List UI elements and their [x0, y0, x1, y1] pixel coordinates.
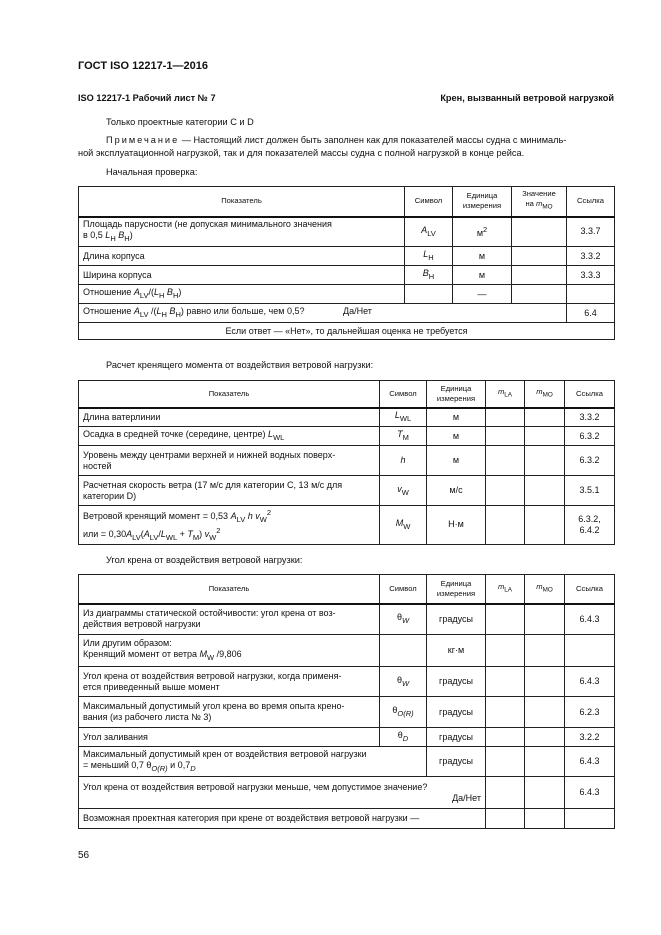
row-ref: 3.3.2 [565, 408, 615, 427]
row-mla[interactable] [486, 728, 525, 747]
row-mmo[interactable] [525, 446, 565, 476]
row-mmo[interactable] [525, 777, 565, 809]
row-unit: градусы [427, 667, 486, 697]
row-label: Ветровой кренящий момент = 0,53 $A_{LV}$ h $v_W^2$ или = $0,30A_{LV}(A_{LV}/L_{WL} + T_M)$ $v_W^2$ [79, 506, 380, 545]
row-symbol: $\theta_D$ [380, 728, 427, 747]
row-symbol: $M_W$ [380, 506, 427, 545]
row-value[interactable] [512, 285, 567, 304]
row-symbol: $\theta_W$ [380, 667, 427, 697]
table-footer-row [79, 323, 615, 340]
row-unit: Н·м [427, 506, 486, 545]
table-row [79, 427, 615, 446]
row-value[interactable] [512, 217, 567, 247]
row-label: Расчетная скорость ветра (17 м/с для категории C, 13 м/с для категории D) [79, 476, 380, 506]
row-ref [565, 635, 615, 667]
table-row [79, 506, 615, 545]
row-value[interactable] [512, 247, 567, 266]
col-header: $m_{LA}$ [486, 575, 525, 604]
row-ref: 6.4.3 [565, 667, 615, 697]
row-symbol [405, 285, 453, 304]
row-mla[interactable] [486, 809, 525, 829]
col-header: Показатель [79, 575, 380, 604]
col-header: Символ [380, 381, 427, 408]
doc-title: ГОСТ ISO 12217-1—2016 [78, 60, 208, 72]
table-row [79, 476, 615, 506]
row-unit: градусы [427, 728, 486, 747]
row-label: Площадь парусности (не допуская минимального значения в 0,5 $L_H$ $B_H$) [79, 217, 405, 247]
row-label: Угол крена от воздействия ветровой нагрузки, когда применя- ется приведенный выше момент [79, 667, 380, 697]
row-symbol [380, 635, 427, 667]
row-mmo[interactable] [525, 697, 565, 728]
sheet-title: Крен, вызванный ветровой нагрузкой [440, 93, 614, 103]
row-symbol: $L_{WL}$ [380, 408, 427, 427]
row-mla[interactable] [486, 697, 525, 728]
row-mmo[interactable] [525, 635, 565, 667]
row-ref: 6.3.2, 6.4.2 [565, 506, 615, 545]
row-unit: м [427, 446, 486, 476]
row-mla[interactable] [486, 476, 525, 506]
row-ref: 6.4.3 [565, 777, 615, 809]
row-mla[interactable] [486, 777, 525, 809]
row-ref [567, 285, 615, 304]
row-mla[interactable] [486, 446, 525, 476]
row-ref: 3.3.7 [567, 217, 615, 247]
note-text-2: ной эксплуатационной нагрузкой, так и для показателей массы судна с полной нагрузкой в конце рейса. [78, 148, 525, 158]
col-header: Показатель [79, 187, 405, 217]
initial-check-table [78, 186, 615, 340]
col-header: Показатель [79, 381, 380, 408]
table-row [79, 635, 615, 667]
note-text: — Настоящий лист должен быть заполнен как для показателей массы судна с минималь- [179, 135, 567, 145]
categories-text: Только проектные категории C и D [106, 117, 254, 127]
col-header: $m_{LA}$ [486, 381, 525, 408]
col-header: Единица измерения [427, 575, 486, 604]
row-ref: 3.2.2 [565, 728, 615, 747]
table-row [79, 285, 615, 304]
row-label: Из диаграммы статической остойчивости: угол крена от воз- действия ветровой нагрузки [79, 604, 380, 635]
row-label: Отношение $A_{LV}$ $/(L_H$ $B_H$) равно или больше, чем 0,5? Да/Нет [79, 304, 567, 323]
col-header: Ссылка [565, 575, 615, 604]
col-header: $m_{MO}$ [525, 575, 565, 604]
row-label: Длина ватерлинии [79, 408, 380, 427]
row-mla[interactable] [486, 506, 525, 545]
answer-yes-no[interactable]: Да/Нет [342, 306, 372, 317]
row-label: Или другим образом: Кренящий момент от ветра $M_W$ /9,806 [79, 635, 380, 667]
row-mla[interactable] [486, 747, 525, 777]
table-row [79, 446, 615, 476]
row-ref: 6.3.2 [565, 446, 615, 476]
col-header: Единица измерения [427, 381, 486, 408]
col-header: Единица измерения [453, 187, 512, 217]
row-mmo[interactable] [525, 476, 565, 506]
table-row [79, 697, 615, 728]
row-unit: кг·м [427, 635, 486, 667]
row-mmo[interactable] [525, 604, 565, 635]
table-row [79, 809, 615, 829]
row-mmo[interactable] [525, 408, 565, 427]
row-label: Угол заливания [79, 728, 380, 747]
row-value[interactable] [512, 266, 567, 285]
heeling-moment-table [78, 380, 615, 545]
row-symbol: $A_{LV}$ [405, 217, 453, 247]
col-header: Символ [405, 187, 453, 217]
note [78, 134, 614, 160]
row-unit: м [427, 408, 486, 427]
row-unit: м [453, 266, 512, 285]
row-ref [565, 809, 615, 829]
table-row [79, 247, 615, 266]
row-label: Максимальный допустимый крен от воздействия ветровой нагрузки = меньший 0,7 $\theta_{O(R)}$ и $0,7_D$ [79, 747, 427, 777]
col-header: Символ [380, 575, 427, 604]
heel-angle-table [78, 574, 615, 829]
table-row [79, 304, 615, 323]
note-label: Примечание [106, 135, 180, 145]
row-mmo[interactable] [525, 667, 565, 697]
row-unit: градусы [427, 747, 486, 777]
row-mmo[interactable] [525, 506, 565, 545]
row-label: Отношение $A_{LV}/(L_H$ $B_H$) [79, 285, 405, 304]
row-ref: 6.3.2 [565, 427, 615, 446]
row-ref: 6.4.3 [565, 604, 615, 635]
row-ref: 6.4.3 [565, 747, 615, 777]
row-symbol: $L_H$ [405, 247, 453, 266]
col-header: Значение на $m_{MO}$ [512, 187, 567, 217]
row-unit: м [427, 427, 486, 446]
table-row [79, 217, 615, 247]
row-symbol: h [380, 446, 427, 476]
page-number: 56 [78, 850, 90, 861]
table-row [79, 408, 615, 427]
table-row [79, 604, 615, 635]
row-unit: градусы [427, 697, 486, 728]
table-row [79, 747, 615, 777]
col-header: $m_{MO}$ [525, 381, 565, 408]
row-symbol: $\theta_W$ [380, 604, 427, 635]
row-unit: градусы [427, 604, 486, 635]
row-symbol: $v_W$ [380, 476, 427, 506]
section2-title: Расчет кренящего момента от воздействия ветровой нагрузки: [106, 360, 374, 370]
row-ref: 3.3.2 [567, 247, 615, 266]
row-mla[interactable] [486, 604, 525, 635]
row-label: Возможная проектная категория при крене от воздействия ветровой нагрузки — [79, 809, 486, 829]
table-row [79, 667, 615, 697]
row-label: Уровень между центрами верхней и нижней водных поверх- ностей [79, 446, 380, 476]
section3-title: Угол крена от воздействия ветровой нагрузки: [106, 555, 303, 565]
row-mmo[interactable] [525, 427, 565, 446]
row-label: Длина корпуса [79, 247, 405, 266]
row-mmo[interactable] [525, 728, 565, 747]
sheet-number: ISO 12217-1 Рабочий лист № 7 [78, 93, 216, 103]
row-mmo[interactable] [525, 747, 565, 777]
col-header: Ссылка [567, 187, 615, 217]
row-unit: $м^2$ [453, 217, 512, 247]
row-mla[interactable] [486, 667, 525, 697]
row-mmo[interactable] [525, 809, 565, 829]
table-row [79, 266, 615, 285]
row-symbol: $\theta_{O(R)}$ [380, 697, 427, 728]
row-ref: 3.3.3 [567, 266, 615, 285]
row-mla[interactable] [486, 427, 525, 446]
row-label: Ширина корпуса [79, 266, 405, 285]
row-unit: — [453, 285, 512, 304]
row-mla[interactable] [486, 408, 525, 427]
table-footer-text: Если ответ — «Нет», то дальнейшая оценка не требуется [79, 323, 615, 340]
row-symbol: $T_M$ [380, 427, 427, 446]
col-header: Ссылка [565, 381, 615, 408]
row-label: Максимальный допустимый угол крена во время опыта крено- вания (из рабочего листа № 3) [79, 697, 380, 728]
row-unit: м/с [427, 476, 486, 506]
row-ref: 6.4 [567, 304, 615, 323]
table-row [79, 777, 615, 809]
row-ref: 3.5.1 [565, 476, 615, 506]
table-row [79, 728, 615, 747]
row-label: Осадка в средней точке (середине, центре) $L_{WL}$ [79, 427, 380, 446]
row-symbol: $B_H$ [405, 266, 453, 285]
row-mla[interactable] [486, 635, 525, 667]
row-unit: м [453, 247, 512, 266]
initial-check-title: Начальная проверка: [106, 167, 198, 177]
row-ref: 6.2.3 [565, 697, 615, 728]
answer-yes-no[interactable]: Да/Нет [452, 792, 481, 803]
row-label: Угол крена от воздействия ветровой нагрузки меньше, чем допустимое значение? Да/Нет [79, 777, 486, 809]
